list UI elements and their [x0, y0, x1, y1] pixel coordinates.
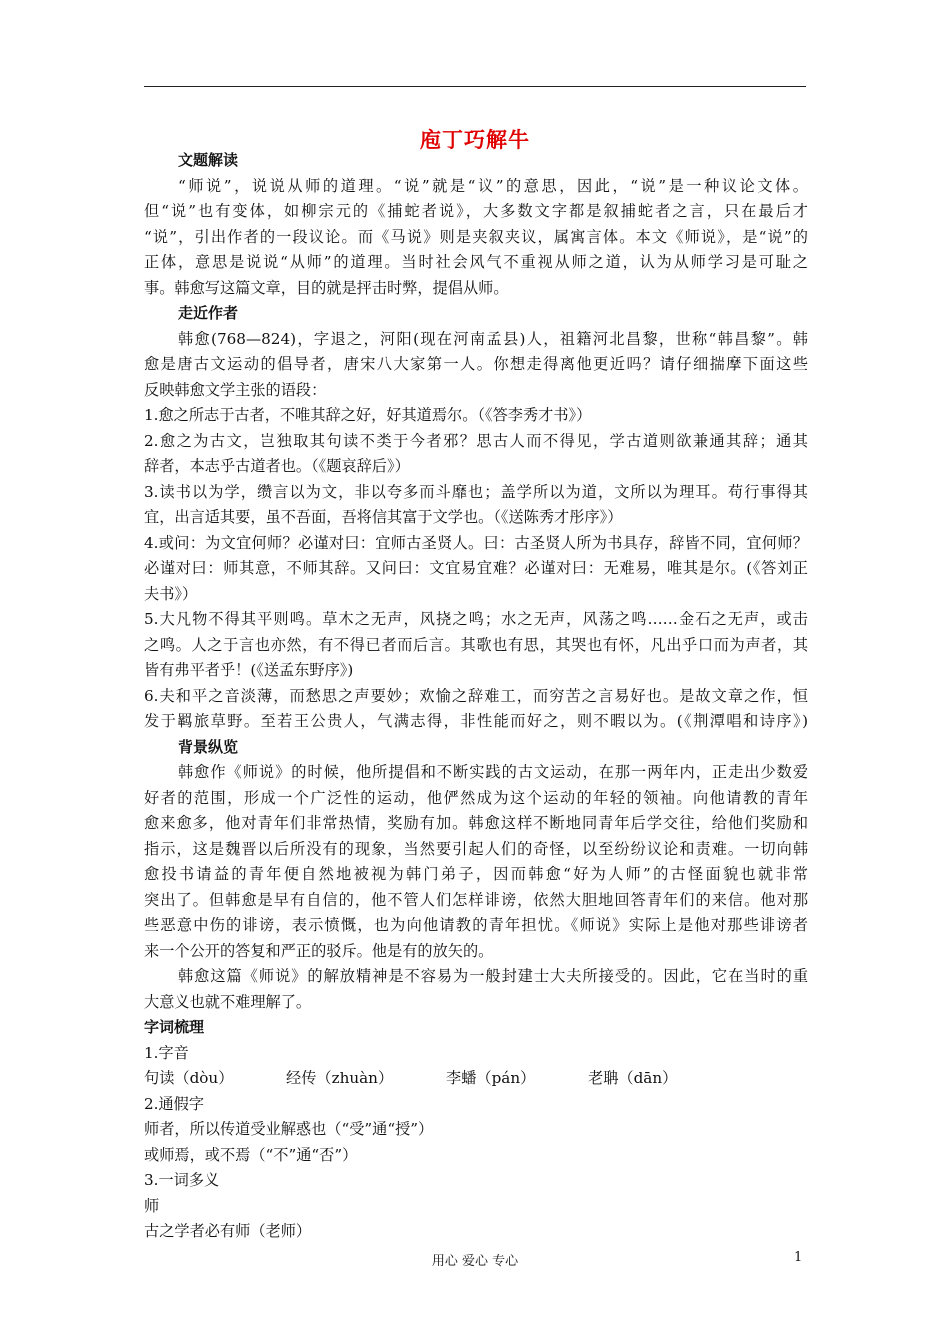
pronunciation-item: 李蟠（pán） — [446, 1069, 536, 1087]
quote-item-cont: 辞者，本志乎古道者也。（《题哀辞后》） — [144, 457, 410, 475]
subheading: 2.通假字 — [144, 1094, 205, 1113]
quote-item: 2.愈之为古文，岂独取其句读不类于今者邪？思古人而不得见，学古道则欲兼通其辞；通其 — [144, 431, 808, 450]
pronunciation-item: 老聃（dān） — [588, 1069, 678, 1087]
paragraph-line: 但“说”也有变体，如柳宗元的《捕蛇者说》，大多数文字都是叙捕蛇者之言，只在最后才 — [144, 202, 808, 220]
paragraph-line: 指示，这是魏晋以后所没有的现象，当然要引起人们的奇怪，以至纷纷议论和责难。一切向韩 — [144, 839, 808, 858]
paragraph-line: 事。韩愈写这篇文章，目的就是抨击时弊，提倡从师。 — [144, 278, 509, 297]
paragraph-line: 韩愈作《师说》的时候，他所提倡和不断实践的古文运动，在那一两年内，正走出少数爱 — [178, 763, 808, 781]
pronunciation-row — [144, 1066, 808, 1092]
paragraph-line: 韩愈这篇《师说》的解放精神是不容易为一般封建士大夫所接受的。因此，它在当时的重 — [178, 967, 808, 985]
quote-item-cont: 必谨对曰：师其意，不师其辞。又问曰：文宜易宜难？必谨对曰：无难易，唯其是尔。(《答刘正 — [144, 559, 808, 577]
quote-item-cont: 夫书》） — [144, 584, 198, 603]
quote-item: 3.读书以为学，缵言以为文，非以夸多而斗靡也；盖学所以为道，文所以为理耳。苟行事得其 — [144, 482, 808, 501]
subheading: 3.一词多义 — [144, 1171, 220, 1189]
paragraph-line: 好者的范围，形成一个广泛性的运动，他俨然成为这个运动的年轻的领袖。向他请教的青年 — [144, 788, 808, 807]
paragraph-line: 韩愈(768—824)，字退之，河阳(现在河南孟县)人，祖籍河北昌黎，世称“韩昌黎”。韩 — [178, 329, 808, 348]
paragraph-line: 大意义也就不难理解了。 — [144, 992, 312, 1011]
pronunciation-item: 句读（dòu） — [144, 1069, 234, 1087]
quote-item-cont: 发于羁旅草野。至若王公贵人，气满志得，非性能而好之，则不暇以为。(《荆潭唱和诗序》) — [144, 712, 808, 730]
quote-item-cont: 之鸣。人之于言也亦然，有不得已者而后言。其歌也有思，其哭也有怀，凡出乎口而为声者，其 — [144, 635, 808, 654]
page-title: 庖丁巧解牛 — [420, 128, 530, 152]
paragraph-line: 正体，意思是说说“从师”的道理。当时社会风气不重视从师之道，认为从师学习是可耻之 — [144, 253, 808, 271]
paragraph-line: 些恶意中伤的诽谤，表示愤慨，也为向他请教的青年担忧。《师说》实际上是他对那些诽谤者 — [144, 916, 808, 934]
word-entry: 师 — [144, 1196, 160, 1215]
paragraph-line: 突出了。但韩愈是早有自信的，他不管人们怎样诽谤，依然大胆地回答青年们的来信。他对那 — [144, 890, 808, 909]
quote-item-cont: 宜，出言适其要，虽不吾面，吾将信其富于文学也。（《送陈秀才彤序》） — [144, 508, 623, 526]
section-heading: 文题解读 — [178, 151, 239, 169]
paragraph-line: 来一个公开的答复和严正的驳斥。他是有的放矢的。 — [144, 941, 494, 960]
quote-item-cont: 皆有弗平者乎！(《送孟东野序》) — [144, 661, 354, 679]
section-heading: 字词梳理 — [144, 1018, 205, 1036]
footer-slogan: 用心 爱心 专心 — [431, 1254, 519, 1269]
quote-item: 6.夫和平之音淡薄，而愁思之声要妙；欢愉之辞难工，而穷苦之言易好也。是故文章之作，恒 — [144, 686, 808, 705]
subheading: 1.字音 — [144, 1043, 189, 1062]
pronunciation-item: 经传（zhuàn） — [286, 1069, 394, 1087]
quote-item: 5.大凡物不得其平则鸣。草木之无声，风挠之鸣；水之无声，风荡之鸣……金石之无声，或击 — [144, 610, 808, 628]
paragraph-line: 愈是唐古文运动的倡导者，唐宋八大家第一人。你想走得离他更近吗？请仔细揣摩下面这些 — [144, 355, 808, 373]
quote-item: 1.愈之所志于古者，不唯其辞之好，好其道焉尔。（《答李秀才书》） — [144, 406, 592, 424]
page-number: 1 — [794, 1250, 803, 1265]
example-line: 古之学者必有师（老师） — [144, 1222, 312, 1240]
section-heading: 背景纵览 — [178, 737, 239, 756]
example-line: 师者，所以传道受业解惑也（“受”通“授”） — [144, 1120, 434, 1138]
paragraph-line: 反映韩愈文学主张的语段： — [144, 380, 327, 399]
paragraph-line: “师说”，说说从师的道理。“说”就是“议”的意思，因此，“说”是一种议论文体。 — [178, 176, 808, 195]
paragraph-line: 愈来愈多，他对青年们非常热情，奖励有加。韩愈这样不断地同青年后学交往，给他们奖励和 — [144, 814, 808, 832]
section-heading: 走近作者 — [178, 304, 239, 322]
header-rule — [144, 86, 806, 87]
quote-item: 4.或问：为文宜何师？必谨对曰：宜师古圣贤人。曰：古圣贤人所为书具存，辞皆不同，宜何师？ — [144, 533, 808, 552]
example-line: 或师焉，或不焉（“不”通“否”） — [144, 1145, 358, 1164]
document-body — [144, 148, 808, 1245]
paragraph-line: 愈投书请益的青年便自然地被视为韩门弟子，因而韩愈“好为人师”的古怪面貌也就非常 — [144, 865, 808, 883]
paragraph-line: “说”，引出作者的一段议论。而《马说》则是夹叙夹议，属寓言体。本文《师说》，是“说”的 — [144, 227, 808, 246]
